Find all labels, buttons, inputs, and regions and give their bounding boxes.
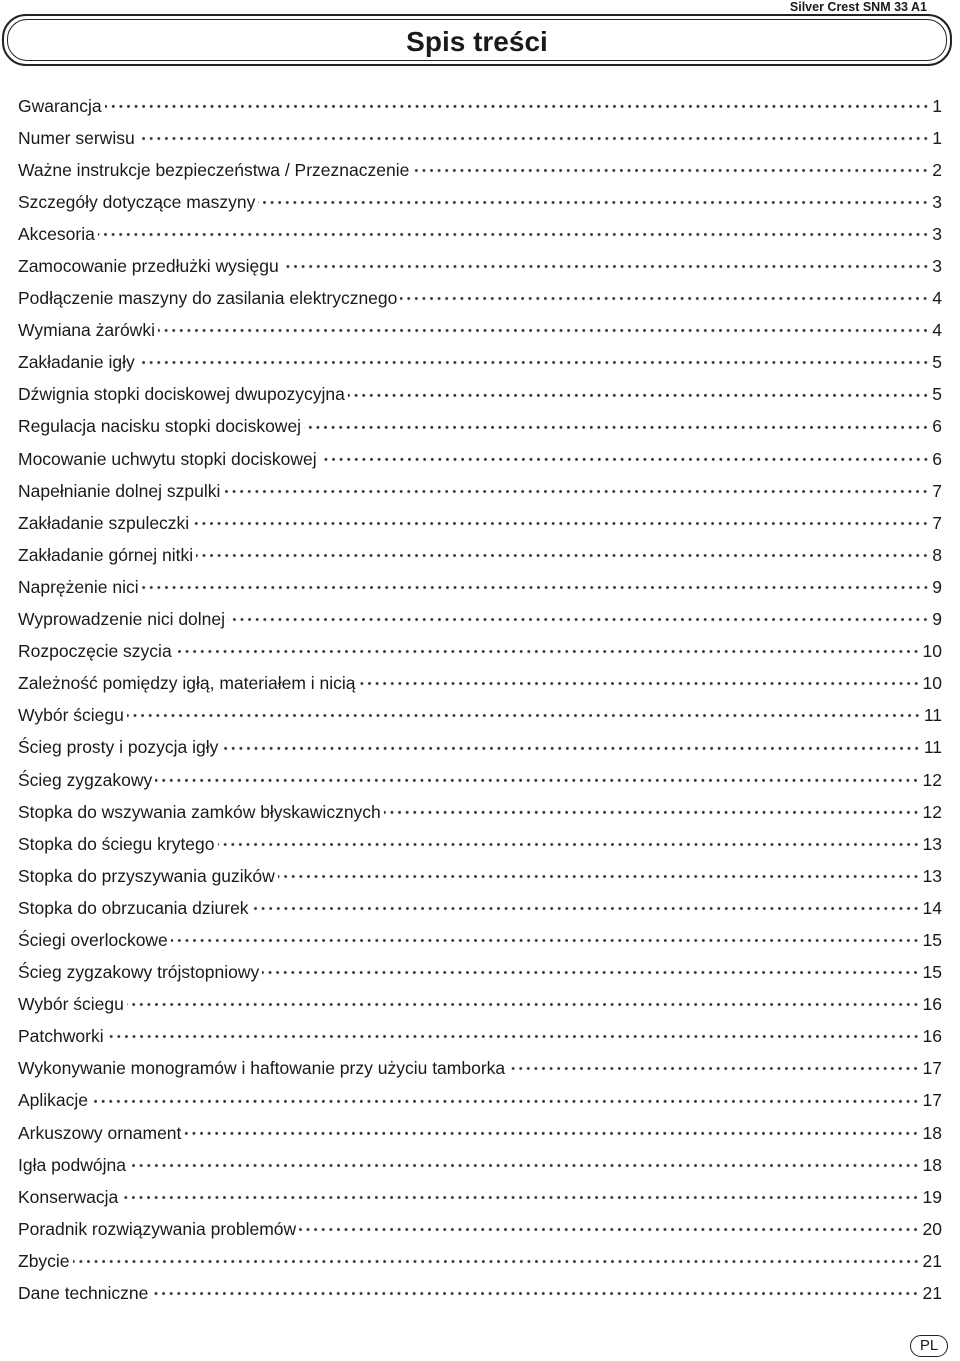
toc-entry[interactable] [18,379,942,411]
dot-leader [359,672,920,695]
toc-entry-page-number: 17 [922,1090,942,1111]
toc-entry-label: Ścieg zygzakowy [18,769,153,790]
dot-leader [73,1250,920,1273]
toc-entry[interactable] [18,668,942,700]
toc-entry[interactable] [18,315,942,347]
dot-leader [412,159,929,182]
table-of-contents [18,90,942,1310]
toc-entry-label: Gwarancja [18,95,102,116]
dot-leader [107,1025,920,1048]
toc-entry-label: Dźwignia stopki dociskowej dwupozycyjna [18,384,345,405]
dot-leader [282,255,930,278]
page-title: Spis treści [406,26,548,57]
toc-entry-label: Wybór ściegu [18,994,124,1015]
toc-entry-page-number: 21 [922,1283,942,1304]
toc-entry[interactable] [18,828,942,860]
toc-entry[interactable] [18,571,942,603]
toc-entry-page-number: 6 [932,448,942,469]
toc-entry-label: Wymiana żarówki [18,320,155,341]
toc-entry-label: Ścieg prosty i pozycja igły [18,737,219,758]
toc-entry-page-number: 13 [922,865,942,886]
dot-leader [320,448,930,471]
toc-entry-page-number: 1 [932,95,942,116]
dot-leader [105,95,930,118]
dot-leader [223,480,929,503]
toc-entry-label: Wyprowadzenie nici dolnej [18,609,226,630]
dot-leader [221,737,920,760]
dot-leader [262,961,919,984]
dot-leader [127,993,920,1016]
toc-entry-label: Zbycie [18,1250,70,1271]
toc-entry[interactable] [18,250,942,282]
dot-leader [258,191,929,214]
toc-entry-label: Zakładanie szpuleczki [18,512,190,533]
toc-entry[interactable] [18,1117,942,1149]
toc-entry-page-number: 11 [923,737,942,758]
toc-entry-page-number: 13 [922,833,942,854]
toc-entry-page-number: 19 [922,1186,942,1207]
toc-entry-label: Napełnianie dolnej szpulki [18,480,221,501]
toc-entry[interactable] [18,1181,942,1213]
toc-entry[interactable] [18,1021,942,1053]
dot-leader [98,223,929,246]
toc-entry-label: Dane techniczne [18,1283,149,1304]
toc-entry-label: Regulacja nacisku stopki dociskowej [18,416,302,437]
dot-leader [91,1090,919,1113]
toc-entry-page-number: 18 [922,1122,942,1143]
toc-entry-page-number: 5 [932,384,942,405]
toc-entry-page-number: 20 [922,1218,942,1239]
toc-entry[interactable] [18,989,942,1021]
toc-entry-page-number: 18 [922,1154,942,1175]
toc-entry-page-number: 4 [932,320,942,341]
toc-entry-page-number: 11 [923,705,942,726]
dot-leader [142,576,930,599]
toc-entry[interactable] [18,1053,942,1085]
model-name: Silver Crest SNM 33 A1 [789,0,927,14]
dot-leader [121,1186,919,1209]
toc-entry-page-number: 1 [932,127,942,148]
toc-entry[interactable] [18,186,942,218]
dot-leader [278,865,920,888]
toc-entry[interactable] [18,443,942,475]
toc-entry-label: Patchworki [18,1026,104,1047]
toc-entry[interactable] [18,764,942,796]
toc-entry-label: Ściegi overlockowe [18,929,168,950]
toc-entry-page-number: 10 [922,641,942,662]
toc-entry-label: Zamocowanie przedłużki wysięgu [18,256,279,277]
title-frame [2,14,952,66]
toc-entry-page-number: 21 [922,1250,942,1271]
toc-entry-page-number: 16 [922,1026,942,1047]
toc-entry[interactable] [18,860,942,892]
toc-entry-label: Numer serwisu [18,127,135,148]
toc-entry[interactable] [18,924,942,956]
toc-entry[interactable] [18,507,942,539]
toc-entry[interactable] [18,957,942,989]
toc-entry-page-number: 12 [922,769,942,790]
toc-entry-label: Akcesoria [18,223,95,244]
toc-entry[interactable] [18,90,942,122]
toc-entry-page-number: 2 [932,159,942,180]
toc-entry-label: Konserwacja [18,1186,119,1207]
toc-entry-label: Zależność pomiędzy igłą, materiałem i nicią [18,673,356,694]
toc-entry-page-number: 14 [922,897,942,918]
toc-entry-page-number: 15 [922,929,942,950]
dot-leader [184,1122,919,1145]
toc-entry-page-number: 3 [932,191,942,212]
toc-entry-label: Igła podwójna [18,1154,126,1175]
toc-entry[interactable] [18,218,942,250]
toc-entry-page-number: 3 [932,256,942,277]
dot-leader [138,351,930,374]
toc-entry-label: Ścieg zygzakowy trójstopniowy [18,962,260,983]
toc-entry-label: Ważne instrukcje bezpieczeństwa / Przeznaczenie [18,159,410,180]
toc-entry-page-number: 3 [932,223,942,244]
toc-entry-label: Wybór ściegu [18,705,124,726]
toc-entry-page-number: 7 [932,480,942,501]
toc-entry[interactable] [18,796,942,828]
dot-leader [218,833,920,856]
dot-leader [138,127,930,150]
toc-entry-label: Stopka do ściegu krytego [18,833,215,854]
dot-leader [400,287,929,310]
dot-leader [175,640,920,663]
dot-leader [158,319,929,342]
toc-entry-label: Zakładanie igły [18,352,135,373]
dot-leader [171,929,920,952]
toc-entry[interactable] [18,1245,942,1277]
toc-entry[interactable] [18,1277,942,1309]
toc-entry-label: Rozpoczęcie szycia [18,641,172,662]
toc-entry[interactable] [18,636,942,668]
language-badge: PL [910,1335,948,1357]
toc-entry-page-number: 5 [932,352,942,373]
toc-entry-label: Stopka do przyszywania guzików [18,865,275,886]
toc-entry-label: Podłączenie maszyny do zasilania elektrycznego [18,288,398,309]
toc-entry[interactable] [18,347,942,379]
toc-entry[interactable] [18,1085,942,1117]
toc-entry-label: Aplikacje [18,1090,89,1111]
toc-entry-label: Stopka do wszywania zamków błyskawicznych [18,801,381,822]
toc-entry[interactable] [18,154,942,186]
dot-leader [196,544,929,567]
toc-entry-page-number: 12 [922,801,942,822]
toc-entry[interactable] [18,539,942,571]
dot-leader [252,897,920,920]
toc-entry[interactable] [18,475,942,507]
dot-leader [348,384,929,407]
toc-entry-page-number: 10 [922,673,942,694]
toc-entry-label: Poradnik rozwiązywania problemów [18,1218,297,1239]
toc-entry[interactable] [18,604,942,636]
toc-entry-page-number: 6 [932,416,942,437]
dot-leader [304,416,929,439]
toc-entry-label: Stopka do obrzucania dziurek [18,897,249,918]
dot-leader [127,704,921,727]
toc-entry-label: Szczegóły dotyczące maszyny [18,191,256,212]
toc-entry[interactable] [18,732,942,764]
toc-entry[interactable] [18,122,942,154]
toc-entry-page-number: 9 [932,609,942,630]
dot-leader [228,608,929,631]
toc-entry-page-number: 8 [932,544,942,565]
dot-leader [129,1154,920,1177]
toc-entry-page-number: 17 [922,1058,942,1079]
toc-entry[interactable] [18,283,942,315]
toc-entry[interactable] [18,892,942,924]
toc-entry[interactable] [18,700,942,732]
dot-leader [192,512,929,535]
dot-leader [155,769,919,792]
toc-entry-label: Mocowanie uchwytu stopki dociskowej [18,448,317,469]
toc-entry-label: Wykonywanie monogramów i haftowanie przy użyciu tamborka [18,1058,506,1079]
toc-entry-label: Zakładanie górnej nitki [18,544,194,565]
toc-entry-page-number: 16 [922,994,942,1015]
toc-entry[interactable] [18,411,942,443]
toc-entry-page-number: 9 [932,576,942,597]
toc-entry-page-number: 7 [932,512,942,533]
toc-entry-label: Naprężenie nici [18,576,139,597]
dot-leader [384,801,920,824]
toc-entry[interactable] [18,1149,942,1181]
toc-entry-page-number: 4 [932,288,942,309]
dot-leader [508,1057,919,1080]
dot-leader [299,1218,919,1241]
toc-entry-label: Arkuszowy ornament [18,1122,182,1143]
dot-leader [151,1282,919,1305]
toc-entry-page-number: 15 [922,962,942,983]
toc-entry[interactable] [18,1213,942,1245]
